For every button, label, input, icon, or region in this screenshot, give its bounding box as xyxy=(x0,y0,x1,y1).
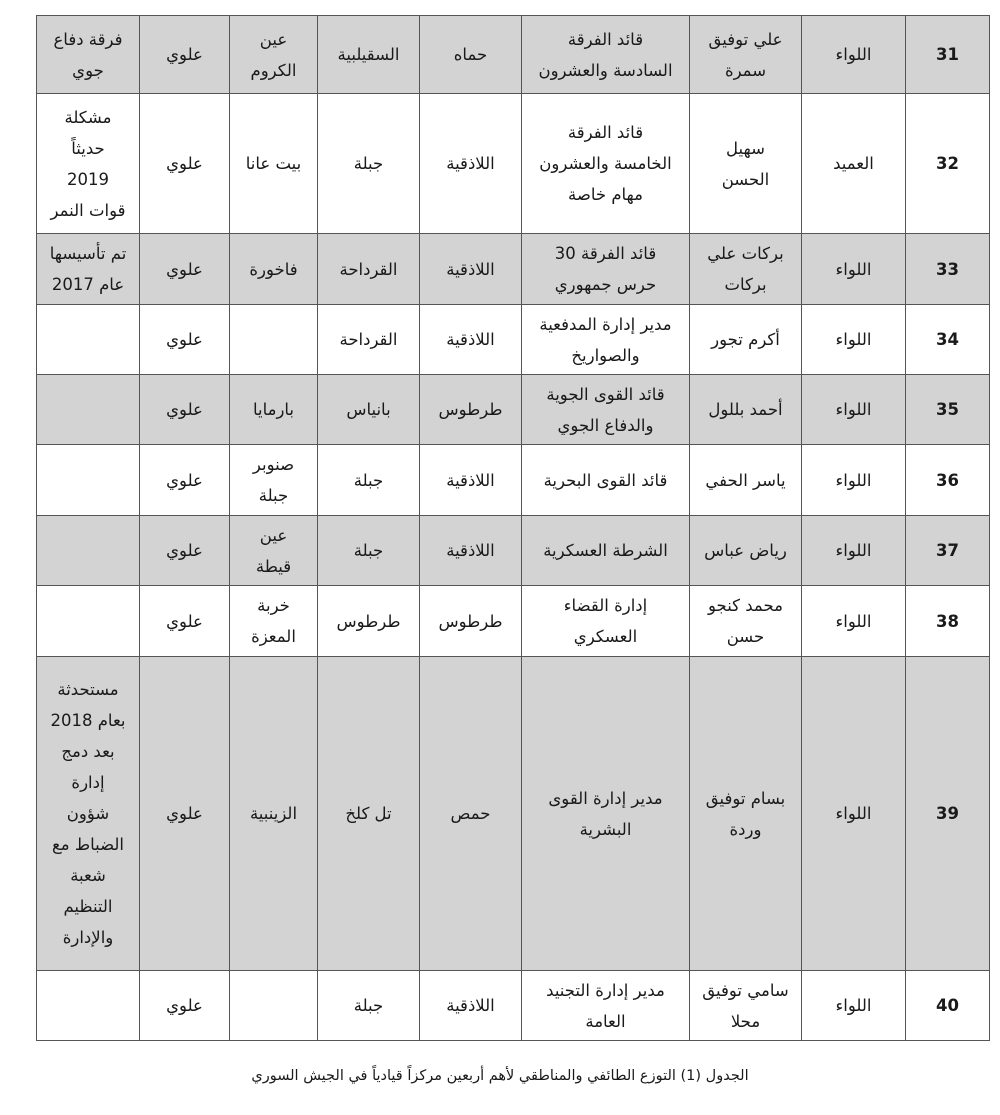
cell-text-line: شعبة xyxy=(70,866,106,885)
cell-text-line: علوي xyxy=(166,154,203,173)
sect-cell xyxy=(140,234,230,305)
cell-text-line: التنظيم xyxy=(63,897,113,916)
cell-text-line: اللاذقية xyxy=(446,541,495,560)
cell-text-line: صنوبر xyxy=(252,455,295,474)
village-cell xyxy=(230,971,318,1041)
cell-text-line: الخامسة والعشرون xyxy=(539,154,672,173)
cell-text-line: علوي xyxy=(166,400,203,419)
sect-cell xyxy=(140,445,230,516)
cell-text-line: والإدارة xyxy=(62,928,114,947)
cell-text-line: بانياس xyxy=(346,400,391,419)
cell-text-line: الكروم xyxy=(250,60,297,80)
cell-text-line: سمرة xyxy=(724,60,767,80)
table-row xyxy=(37,586,990,657)
table-row xyxy=(37,234,990,305)
notes-cell xyxy=(37,375,140,445)
district-cell xyxy=(318,375,420,445)
cell-text-line: القرداحة xyxy=(339,330,398,349)
notes-cell xyxy=(37,234,140,305)
district-cell xyxy=(318,586,420,657)
name-cell xyxy=(690,234,802,305)
cell-text-line: الحسن xyxy=(721,169,770,189)
cell-text-line: حسن xyxy=(726,627,765,646)
cell-text-line: حرس جمهوري xyxy=(554,275,657,294)
cell-text-line: والدفاع الجوي xyxy=(557,415,654,435)
cell-text-line: مستحدثة xyxy=(57,680,119,699)
district-cell xyxy=(318,305,420,375)
village-cell xyxy=(230,445,318,516)
cell-text-line: 2019 xyxy=(67,169,109,189)
sect-cell xyxy=(140,375,230,445)
cell-text-line: جبلة xyxy=(353,470,384,490)
cell-text-line: حماه xyxy=(453,45,488,64)
cell-text-line: الزينبية xyxy=(249,804,298,823)
row-number-cell: 39 xyxy=(906,657,990,971)
cell-text-line: عين xyxy=(259,525,288,545)
cell-text-line: علوي xyxy=(166,259,203,279)
governorate-cell xyxy=(420,971,522,1041)
district-cell xyxy=(318,16,420,94)
cell-text-line: مدير إدارة القوى xyxy=(548,788,663,808)
cell-text-line: طرطوس xyxy=(336,611,401,631)
notes-cell xyxy=(37,305,140,375)
district-cell xyxy=(318,94,420,234)
village-cell xyxy=(230,375,318,445)
rank-cell: اللواء xyxy=(802,516,906,586)
district-cell xyxy=(318,234,420,305)
row-number-cell: 35 xyxy=(906,375,990,445)
cell-text-line: أكرم تجور xyxy=(711,330,780,349)
position-cell xyxy=(522,234,690,305)
name-cell xyxy=(690,375,802,445)
governorate-cell xyxy=(420,375,522,445)
cell-text-line: والصواريخ xyxy=(571,345,640,365)
position-cell xyxy=(522,657,690,971)
cell-text-line: طرطوس xyxy=(438,400,503,419)
table-row xyxy=(37,16,990,94)
cell-text-line: السادسة والعشرون xyxy=(538,60,673,80)
village-cell xyxy=(230,16,318,94)
cell-text-line: فاخورة xyxy=(249,259,298,279)
name-cell xyxy=(690,516,802,586)
name-cell xyxy=(690,305,802,375)
row-number-cell: 36 xyxy=(906,445,990,516)
sect-cell xyxy=(140,516,230,586)
notes-cell xyxy=(37,516,140,586)
district-cell xyxy=(318,445,420,516)
cell-text-line: حمص xyxy=(450,804,491,823)
governorate-cell xyxy=(420,305,522,375)
village-cell xyxy=(230,305,318,375)
cell-text-line: علوي xyxy=(166,330,203,349)
position-cell xyxy=(522,516,690,586)
rank-cell: اللواء xyxy=(802,305,906,375)
cell-text-line: عين xyxy=(259,29,288,49)
cell-text-line: اللاذقية xyxy=(446,330,495,349)
cell-text-line: البشرية xyxy=(579,819,632,839)
position-cell xyxy=(522,375,690,445)
cell-text-line: عام 2017 xyxy=(51,275,125,294)
cell-text-line: بركات علي xyxy=(707,244,784,263)
cell-text-line: قائد الفرقة 30 xyxy=(554,244,657,263)
position-cell xyxy=(522,971,690,1041)
name-cell xyxy=(690,586,802,657)
cell-text-line: علوي xyxy=(166,996,203,1015)
notes-cell xyxy=(37,16,140,94)
cell-text-line: بيت عانا xyxy=(245,154,302,173)
table-body xyxy=(37,16,990,1041)
name-cell xyxy=(690,16,802,94)
governorate-cell xyxy=(420,16,522,94)
cell-text-line: العسكري xyxy=(573,627,638,646)
district-cell xyxy=(318,657,420,971)
table-row xyxy=(37,94,990,234)
table-row xyxy=(37,657,990,971)
cell-text-line: مدير إدارة المدفعية xyxy=(539,314,672,334)
governorate-cell xyxy=(420,445,522,516)
commanders-table xyxy=(36,15,990,1041)
cell-text-line: سهيل xyxy=(726,138,765,158)
cell-text-line: خربة xyxy=(257,596,290,615)
cell-text-line: وردة xyxy=(729,819,762,839)
cell-text-line: بارمايا xyxy=(252,400,295,419)
cell-text-line: مهام خاصة xyxy=(567,185,643,204)
rank-cell: اللواء xyxy=(802,16,906,94)
governorate-cell xyxy=(420,94,522,234)
governorate-cell xyxy=(420,657,522,971)
cell-text-line: جبلة xyxy=(353,154,384,173)
cell-text-line: محلا xyxy=(730,1011,761,1031)
district-cell xyxy=(318,516,420,586)
position-cell xyxy=(522,94,690,234)
name-cell xyxy=(690,971,802,1041)
cell-text-line: رياض عباس xyxy=(704,541,787,560)
cell-text-line: علوي xyxy=(166,804,203,823)
sect-cell xyxy=(140,16,230,94)
governorate-cell xyxy=(420,586,522,657)
cell-text-line: سامي توفيق xyxy=(702,980,789,1000)
cell-text-line: تل كلخ xyxy=(345,804,392,823)
sect-cell xyxy=(140,305,230,375)
cell-text-line: قائد القوى الجوية xyxy=(546,384,665,404)
cell-text-line: بسام توفيق xyxy=(705,788,786,808)
notes-cell xyxy=(37,657,140,971)
rank-cell: اللواء xyxy=(802,971,906,1041)
cell-text-line: اللاذقية xyxy=(446,470,495,490)
row-number-cell: 31 xyxy=(906,16,990,94)
cell-text-line: محمد كنجو xyxy=(708,596,783,615)
cell-text-line: إدارة القضاء xyxy=(563,596,648,615)
table-row xyxy=(37,305,990,375)
row-number-cell: 34 xyxy=(906,305,990,375)
cell-text-line: علي توفيق xyxy=(708,29,783,49)
sect-cell xyxy=(140,94,230,234)
row-number-cell: 38 xyxy=(906,586,990,657)
village-cell xyxy=(230,586,318,657)
cell-text-line: قائد الفرقة xyxy=(567,123,644,142)
cell-text-line: تم تأسيسها xyxy=(49,244,127,263)
cell-text-line: بعد دمج xyxy=(61,742,115,761)
position-cell xyxy=(522,305,690,375)
cell-text-line: بعام 2018 xyxy=(50,711,126,730)
sect-cell xyxy=(140,657,230,971)
table-row xyxy=(37,971,990,1041)
district-cell xyxy=(318,971,420,1041)
cell-text-line: جبلة xyxy=(353,541,384,560)
cell-text-line: اللاذقية xyxy=(446,996,495,1015)
cell-text-line: علوي xyxy=(166,45,203,64)
cell-text-line: ياسر الحفي xyxy=(705,470,786,490)
row-number-cell: 33 xyxy=(906,234,990,305)
cell-text-line: الضباط مع xyxy=(51,835,125,854)
notes-cell xyxy=(37,445,140,516)
cell-text-line: علوي xyxy=(166,541,203,560)
notes-cell xyxy=(37,94,140,234)
cell-text-line: علوي xyxy=(166,611,203,631)
cell-text-line: أحمد بللول xyxy=(708,400,783,419)
rank-cell: اللواء xyxy=(802,375,906,445)
rank-cell: اللواء xyxy=(802,586,906,657)
cell-text-line: علوي xyxy=(166,470,203,490)
sect-cell xyxy=(140,586,230,657)
cell-text-line: جبلة xyxy=(258,486,289,505)
rank-cell: العميد xyxy=(802,94,906,234)
cell-text-line: العامة xyxy=(585,1011,626,1031)
name-cell xyxy=(690,94,802,234)
name-cell xyxy=(690,445,802,516)
rank-cell: اللواء xyxy=(802,234,906,305)
rank-cell: اللواء xyxy=(802,445,906,516)
position-cell xyxy=(522,445,690,516)
cell-text-line: بركات xyxy=(724,275,767,294)
table-row xyxy=(37,445,990,516)
village-cell xyxy=(230,516,318,586)
cell-text-line: اللاذقية xyxy=(446,259,495,279)
cell-text-line: قوات النمر xyxy=(50,200,126,220)
rank-cell: اللواء xyxy=(802,657,906,971)
name-cell xyxy=(690,657,802,971)
governorate-cell xyxy=(420,234,522,305)
cell-text-line: إدارة xyxy=(71,773,105,792)
cell-text-line: المعزة xyxy=(251,627,296,646)
cell-text-line: قائد الفرقة xyxy=(567,29,644,49)
cell-text-line: جبلة xyxy=(353,996,384,1015)
cell-text-line: قيطة xyxy=(255,556,292,576)
cell-text-line: اللاذقية xyxy=(446,154,495,173)
position-cell xyxy=(522,16,690,94)
position-cell xyxy=(522,586,690,657)
cell-text-line: مشكلة xyxy=(64,107,112,127)
table-row xyxy=(37,516,990,586)
village-cell xyxy=(230,234,318,305)
cell-text-line: جوي xyxy=(72,60,104,80)
row-number-cell: 40 xyxy=(906,971,990,1041)
table-row xyxy=(37,375,990,445)
notes-cell xyxy=(37,586,140,657)
row-number-cell: 32 xyxy=(906,94,990,234)
sect-cell xyxy=(140,971,230,1041)
row-number-cell: 37 xyxy=(906,516,990,586)
notes-cell xyxy=(37,971,140,1041)
village-cell xyxy=(230,94,318,234)
village-cell xyxy=(230,657,318,971)
cell-text-line: فرقة دفاع xyxy=(53,29,123,49)
cell-text-line: الشرطة العسكرية xyxy=(543,541,668,560)
cell-text-line: طرطوس xyxy=(438,611,503,631)
cell-text-line: شؤون xyxy=(66,804,110,823)
cell-text-line: مدير إدارة التجنيد xyxy=(546,980,665,1000)
table-caption: الجدول (1) التوزع الطائفي والمناطقي لأهم أربعين مركزاً قيادياً في الجيش السوري xyxy=(251,1068,749,1084)
cell-text-line: قائد القوى البحرية xyxy=(543,470,668,490)
cell-text-line: حديثاً xyxy=(71,138,105,158)
cell-text-line: السقيلبية xyxy=(337,45,400,64)
cell-text-line: القرداحة xyxy=(339,259,398,279)
governorate-cell xyxy=(420,516,522,586)
